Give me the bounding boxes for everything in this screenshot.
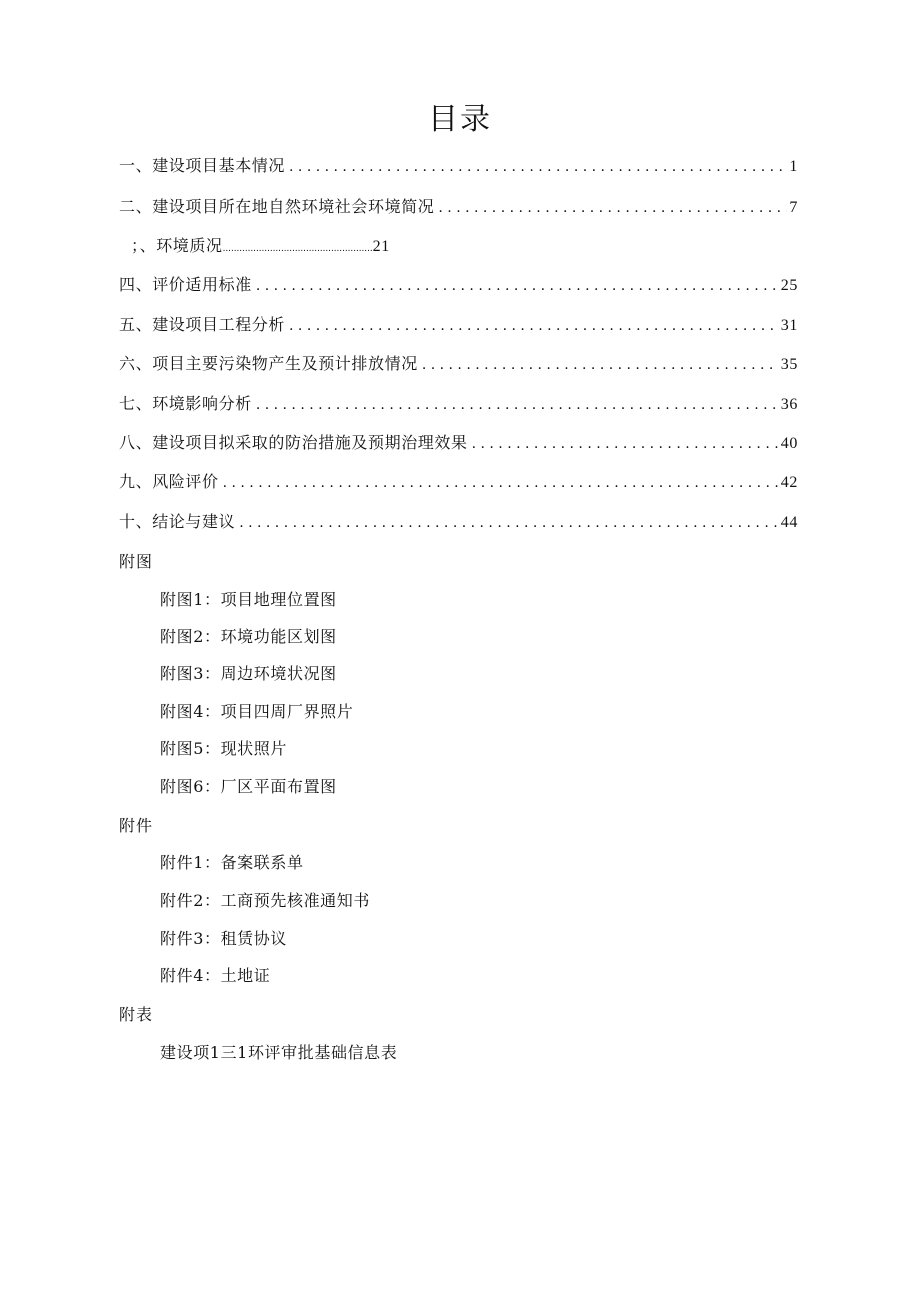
toc-leader-dots [422, 353, 779, 377]
toc-leader-dots [256, 393, 779, 417]
attachments-heading: 附件 [119, 816, 154, 835]
figure-item[interactable]: 附图6：厂区平面布置图 [160, 777, 337, 796]
toc-entry-label: 八、建设项目拟采取的防治措施及预期治理效果 [119, 433, 468, 452]
toc-entry[interactable] [119, 352, 798, 376]
toc-leader-dots: ...................................................... [222, 243, 373, 254]
table-item[interactable]: 建设项1三1环评审批基础信息表 [160, 1043, 398, 1062]
toc-leader-dots [289, 155, 787, 179]
toc-entry-label: 七、环境影响分析 [119, 394, 252, 413]
toc-entry-label: 四、评价适用标准 [119, 275, 252, 294]
toc-entry-page: 1 [789, 158, 798, 175]
toc-entry[interactable] [131, 234, 390, 258]
page-title: 目录 [428, 102, 492, 137]
toc-entry[interactable] [119, 154, 798, 178]
toc-entry-label: ；、环境质况 [131, 236, 223, 255]
toc-entry-label: 二、建设项目所在地自然环境社会环境简况 [119, 197, 435, 216]
toc-entry-page: 31 [780, 317, 798, 334]
toc-entry[interactable] [119, 431, 798, 455]
toc-entry[interactable] [119, 313, 798, 337]
toc-entry-page: 25 [780, 277, 798, 294]
toc-leader-dots [256, 274, 779, 298]
toc-entry-page: 7 [789, 199, 798, 216]
figure-item[interactable]: 附图1：项目地理位置图 [160, 590, 337, 609]
toc-entry[interactable] [119, 470, 798, 494]
figure-item[interactable]: 附图3：周边环境状况图 [160, 664, 337, 683]
toc-leader-dots [438, 196, 787, 220]
toc-entry[interactable] [119, 273, 798, 297]
toc-entry[interactable] [119, 510, 798, 534]
toc-entry-page: 44 [780, 514, 798, 531]
toc-entry-page: 21 [372, 238, 390, 255]
toc-entry-page: 36 [780, 396, 798, 413]
figure-item[interactable]: 附图2：环境功能区划图 [160, 627, 337, 646]
figures-heading: 附图 [119, 552, 154, 571]
attachment-item[interactable]: 附件1：备案联系单 [160, 853, 304, 872]
attachment-item[interactable]: 附件2：工商预先核准通知书 [160, 891, 370, 910]
toc-entry-label: 一、建设项目基本情况 [119, 156, 286, 175]
attachment-item[interactable]: 附件3：租赁协议 [160, 929, 287, 948]
toc-leader-dots [223, 471, 779, 495]
toc-entry-page: 40 [780, 435, 798, 452]
toc-entry[interactable] [119, 195, 798, 219]
figure-item[interactable]: 附图4：项目四周厂界照片 [160, 702, 354, 721]
toc-entry-label: 五、建设项目工程分析 [119, 315, 286, 334]
toc-leader-dots [239, 511, 779, 535]
attachment-item[interactable]: 附件4：土地证 [160, 966, 271, 985]
toc-entry-page: 35 [780, 356, 798, 373]
toc-leader-dots [289, 314, 779, 338]
figure-item[interactable]: 附图5：现状照片 [160, 739, 287, 758]
toc-entry[interactable] [119, 392, 798, 416]
tables-heading: 附表 [119, 1005, 154, 1024]
toc-entry-page: 42 [780, 474, 798, 491]
toc-leader-dots [472, 432, 779, 456]
toc-entry-label: 九、风险评价 [119, 472, 219, 491]
toc-entry-label: 六、项目主要污染物产生及预计排放情况 [119, 354, 418, 373]
toc-entry-label: 十、结论与建议 [119, 512, 236, 531]
